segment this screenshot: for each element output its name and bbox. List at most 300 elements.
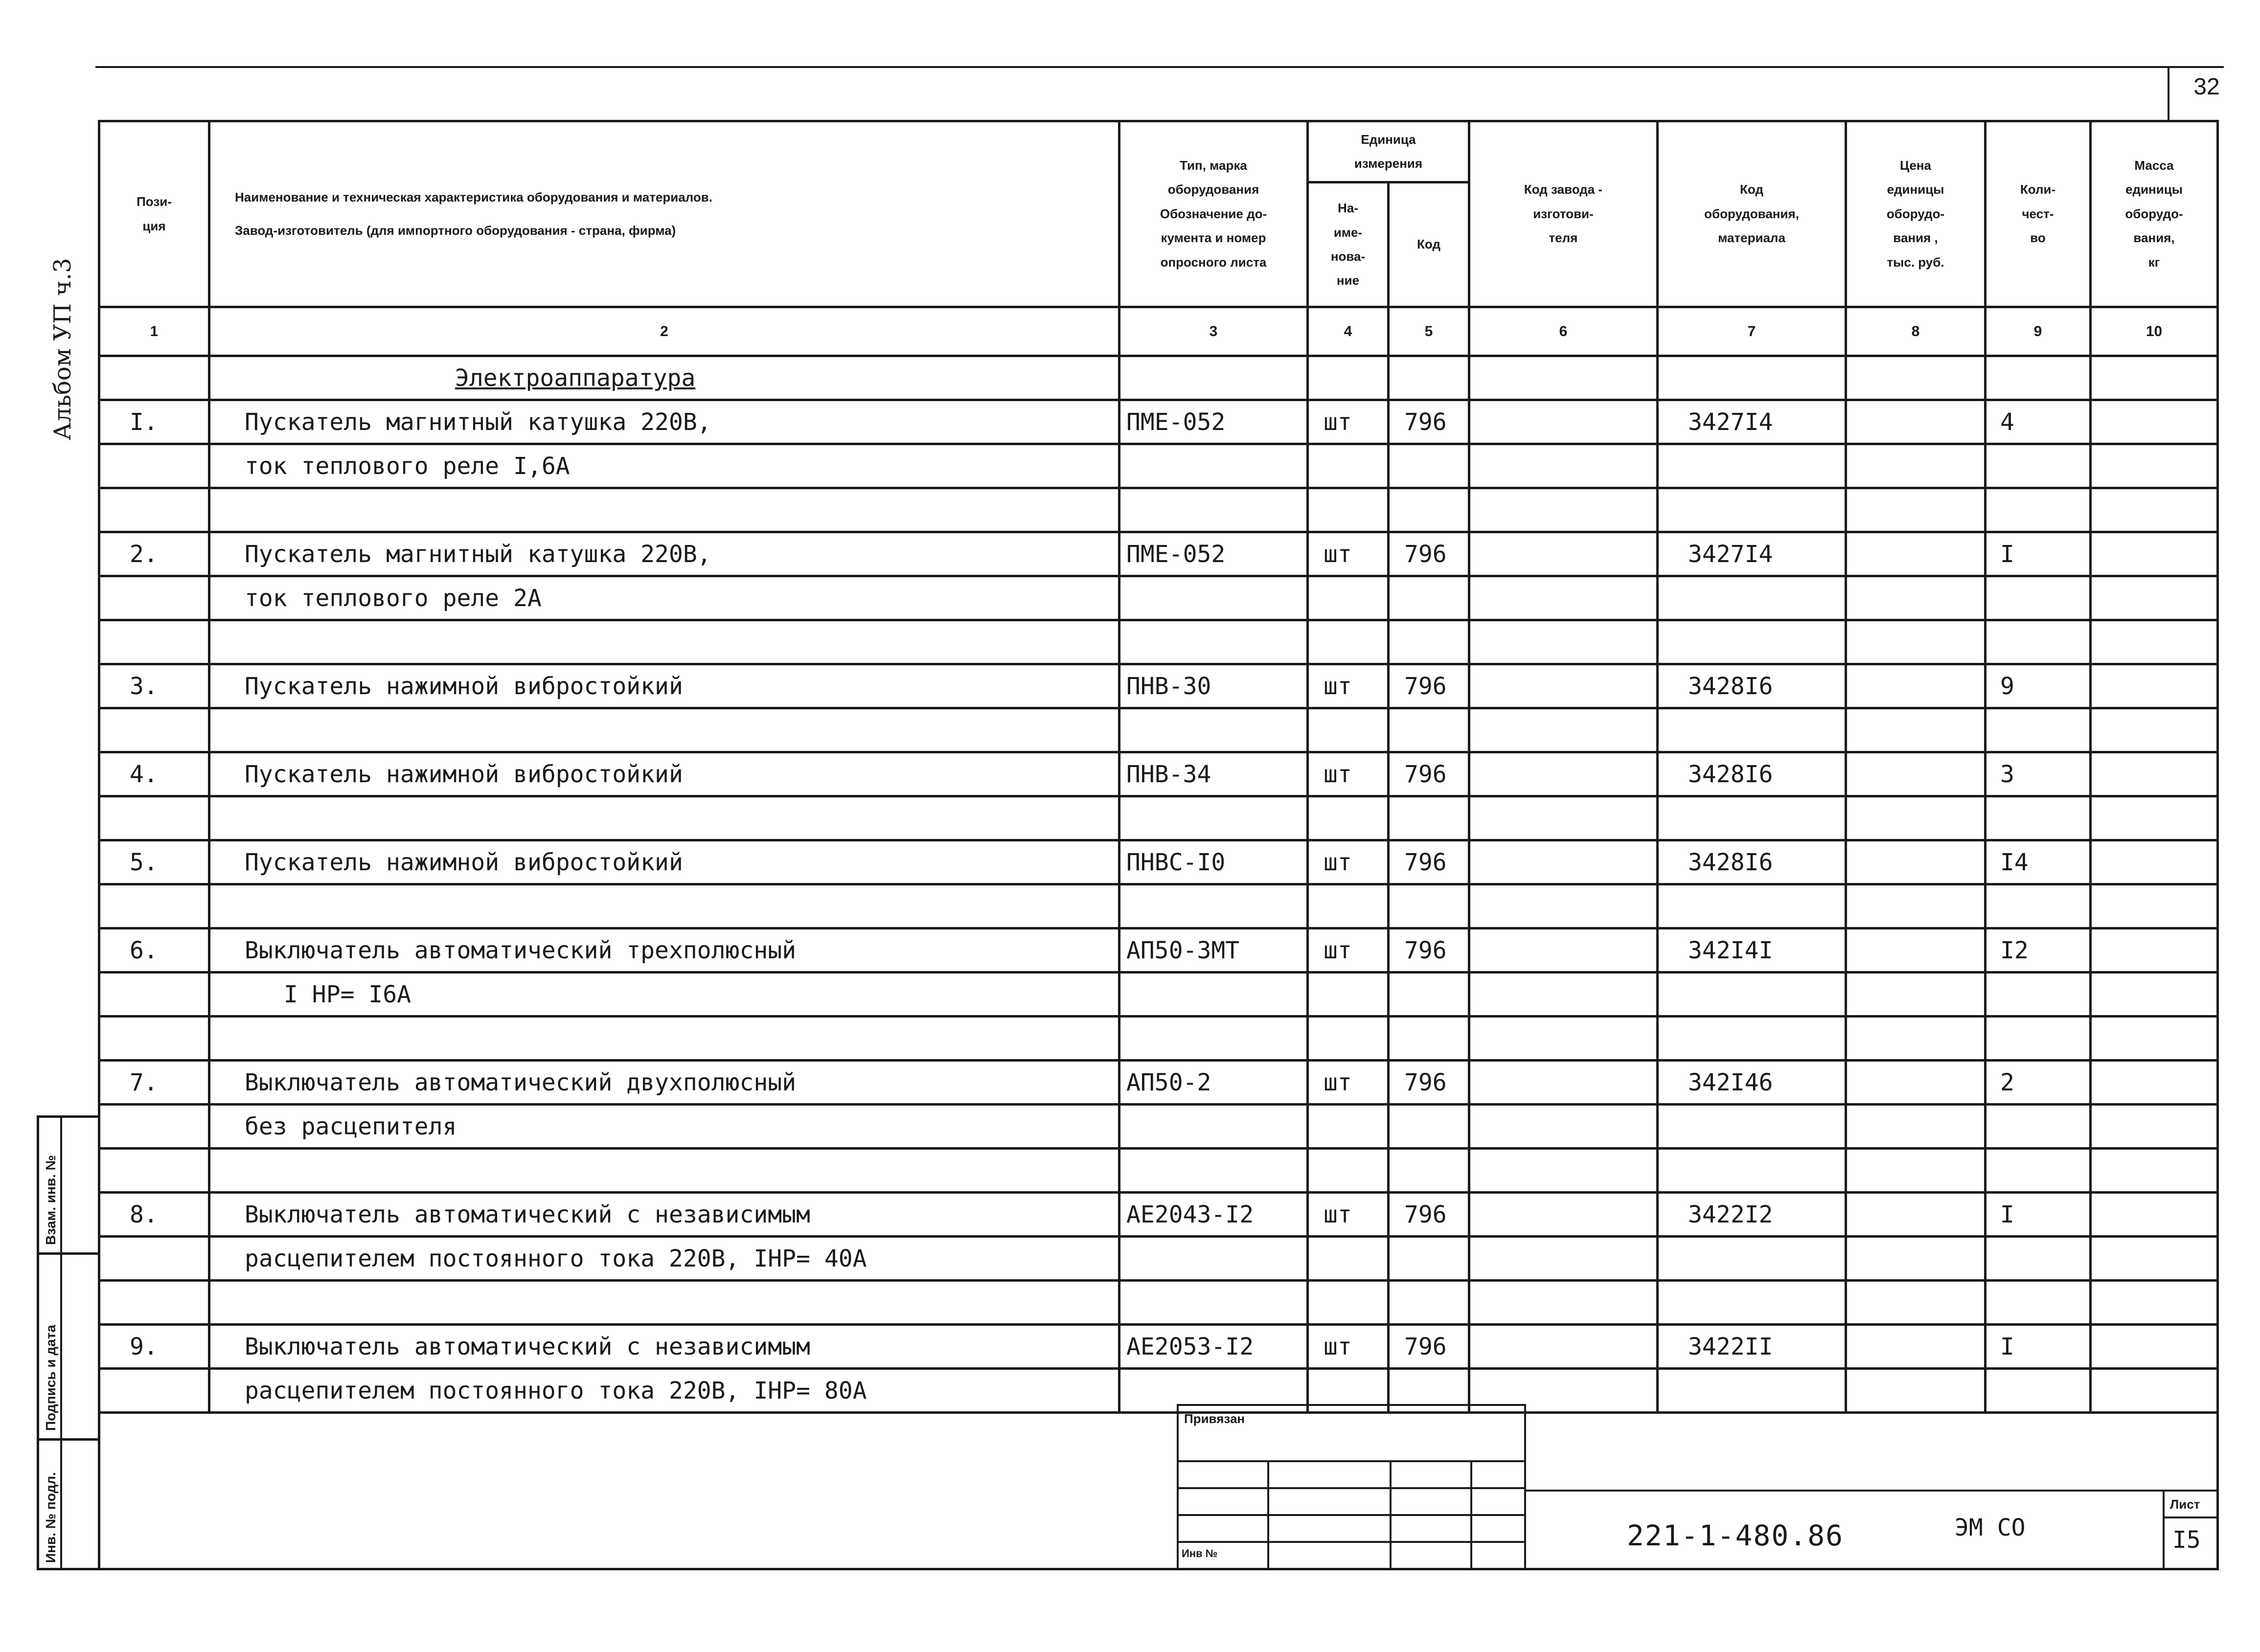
- factory-code-cell: [1469, 1193, 1658, 1237]
- column-number: 9: [1986, 307, 2091, 356]
- table-row: [99, 1149, 2218, 1193]
- factory-code-cell: [1469, 1061, 1658, 1105]
- position-cell: [99, 973, 209, 1017]
- name-cell: [209, 620, 1119, 664]
- position-cell: [99, 1281, 209, 1325]
- position-cell: [99, 576, 209, 620]
- unit-cell: [1308, 1237, 1389, 1281]
- factory-code-cell: [1469, 1325, 1658, 1369]
- mass-cell: [2091, 840, 2218, 884]
- specification-table: [98, 120, 2219, 1414]
- unit-cell: [1308, 1281, 1389, 1325]
- mass-cell: [2091, 1105, 2218, 1149]
- quantity-cell: [1986, 576, 2091, 620]
- bound-block-top: [1177, 1404, 1526, 1406]
- unit-code-cell: [1389, 1017, 1469, 1061]
- position-cell: [99, 1369, 209, 1413]
- bound-block-line-1: [1177, 1460, 1526, 1462]
- bound-block-col-1: [1267, 1460, 1269, 1570]
- type-cell: [1119, 708, 1308, 752]
- factory-code-cell: [1469, 1281, 1658, 1325]
- mass-cell: [2091, 1369, 2218, 1413]
- type-cell: [1119, 1281, 1308, 1325]
- table-row: [99, 356, 2218, 400]
- equipment-code-cell: 3422I2: [1658, 1193, 1846, 1237]
- table-row: [99, 1369, 2218, 1413]
- mass-cell: [2091, 1281, 2218, 1325]
- factory-code-cell: [1469, 488, 1658, 532]
- mass-cell: [2091, 576, 2218, 620]
- factory-code-cell: [1469, 400, 1658, 444]
- album-label: Альбом УП ч.3: [49, 258, 76, 440]
- type-cell: [1119, 1017, 1308, 1061]
- unit-cell: [1308, 708, 1389, 752]
- position-cell: 6.: [99, 928, 209, 973]
- position-cell: [99, 1149, 209, 1193]
- price-cell: [1846, 796, 1986, 840]
- price-cell: [1846, 400, 1986, 444]
- price-cell: [1846, 1237, 1986, 1281]
- sheet-label: Лист: [2170, 1497, 2200, 1512]
- factory-code-cell: [1469, 1105, 1658, 1149]
- table-row: [99, 796, 2218, 840]
- name-cell: [209, 1281, 1119, 1325]
- table-row: [99, 620, 2218, 664]
- unit-code-cell: 796: [1389, 664, 1469, 708]
- column-number: 2: [209, 307, 1119, 356]
- price-cell: [1846, 1149, 1986, 1193]
- unit-code-cell: [1389, 973, 1469, 1017]
- price-cell: [1846, 444, 1986, 488]
- type-cell: АЕ2053-I2: [1119, 1325, 1308, 1369]
- unit-cell: шт: [1308, 1193, 1389, 1237]
- column-number: 3: [1119, 307, 1308, 356]
- unit-code-cell: 796: [1389, 1061, 1469, 1105]
- mass-cell: [2091, 928, 2218, 973]
- specification-body: [99, 356, 2218, 1413]
- type-cell: [1119, 1237, 1308, 1281]
- factory-code-cell: [1469, 840, 1658, 884]
- name-cell: [209, 1017, 1119, 1061]
- factory-code-cell: [1469, 356, 1658, 400]
- bound-block-line-3: [1177, 1514, 1526, 1516]
- position-cell: [99, 444, 209, 488]
- equipment-code-cell: [1658, 1105, 1846, 1149]
- table-row: [99, 840, 2218, 884]
- name-cell: ток теплового реле 2А: [209, 576, 1119, 620]
- column-number: 8: [1846, 307, 1986, 356]
- unit-cell: шт: [1308, 752, 1389, 796]
- sheet-value: I5: [2172, 1526, 2201, 1554]
- name-cell: Электроаппаратура: [209, 356, 1119, 400]
- price-cell: [1846, 973, 1986, 1017]
- price-cell: [1846, 356, 1986, 400]
- type-cell: АП50-2: [1119, 1061, 1308, 1105]
- stamp-inv-original: Инв. № подл.: [43, 1472, 58, 1563]
- position-cell: 4.: [99, 752, 209, 796]
- position-cell: [99, 356, 209, 400]
- header-unit-name: На- име- нова- ние: [1308, 182, 1389, 307]
- document-code: 221-1-480.86: [1627, 1519, 1844, 1552]
- mass-cell: [2091, 1193, 2218, 1237]
- quantity-cell: [1986, 1237, 2091, 1281]
- unit-cell: [1308, 620, 1389, 664]
- quantity-cell: [1986, 488, 2091, 532]
- table-row: [99, 664, 2218, 708]
- name-cell: Пускатель магнитный катушка 220В,: [209, 532, 1119, 576]
- unit-cell: шт: [1308, 664, 1389, 708]
- type-cell: ПНВ-30: [1119, 664, 1308, 708]
- type-cell: [1119, 1369, 1308, 1413]
- table-row: [99, 444, 2218, 488]
- quantity-cell: 2: [1986, 1061, 2091, 1105]
- mass-cell: [2091, 884, 2218, 928]
- equipment-code-cell: [1658, 1017, 1846, 1061]
- name-cell: Выключатель автоматический с независимым: [209, 1325, 1119, 1369]
- equipment-code-cell: 3428I6: [1658, 664, 1846, 708]
- name-cell: Выключатель автоматический с независимым: [209, 1193, 1119, 1237]
- price-cell: [1846, 1281, 1986, 1325]
- price-cell: [1846, 840, 1986, 884]
- type-cell: [1119, 576, 1308, 620]
- equipment-code-cell: 3428I6: [1658, 840, 1846, 884]
- unit-cell: шт: [1308, 532, 1389, 576]
- mass-cell: [2091, 1061, 2218, 1105]
- equipment-code-cell: 3427I4: [1658, 400, 1846, 444]
- quantity-cell: [1986, 1017, 2091, 1061]
- equipment-code-cell: [1658, 884, 1846, 928]
- unit-cell: [1308, 796, 1389, 840]
- table-row: [99, 400, 2218, 444]
- frame-bottom: [98, 1568, 2219, 1570]
- unit-cell: [1308, 973, 1389, 1017]
- type-cell: ПНВ-34: [1119, 752, 1308, 796]
- type-cell: АП50-3МТ: [1119, 928, 1308, 973]
- equipment-code-cell: [1658, 1369, 1846, 1413]
- mass-cell: [2091, 356, 2218, 400]
- stamp-left-border: [37, 1115, 39, 1570]
- name-cell: [209, 1149, 1119, 1193]
- quantity-cell: [1986, 356, 2091, 400]
- unit-code-cell: 796: [1389, 1325, 1469, 1369]
- table-row: [99, 1105, 2218, 1149]
- unit-cell: [1308, 444, 1389, 488]
- header-equipment-code: Код оборудования, материала: [1658, 121, 1846, 307]
- factory-code-cell: [1469, 796, 1658, 840]
- header-unit-code: Код: [1389, 182, 1469, 307]
- document-mark: ЭМ СО: [1955, 1514, 2026, 1541]
- table-row: [99, 928, 2218, 973]
- equipment-code-cell: [1658, 356, 1846, 400]
- type-cell: ПМЕ-052: [1119, 532, 1308, 576]
- name-cell: Выключатель автоматический трехполюсный: [209, 928, 1119, 973]
- unit-cell: шт: [1308, 840, 1389, 884]
- position-cell: [99, 1017, 209, 1061]
- position-cell: [99, 488, 209, 532]
- unit-cell: [1308, 488, 1389, 532]
- name-cell: расцепителем постоянного тока 220В, IНР= 40А: [209, 1237, 1119, 1281]
- unit-cell: [1308, 884, 1389, 928]
- table-row: [99, 884, 2218, 928]
- table-row: [99, 1193, 2218, 1237]
- header-quantity: Коли- чест- во: [1986, 121, 2091, 307]
- position-cell: I.: [99, 400, 209, 444]
- sheet-box-divider: [2163, 1516, 2218, 1518]
- quantity-cell: I2: [1986, 928, 2091, 973]
- unit-cell: [1308, 356, 1389, 400]
- factory-code-cell: [1469, 928, 1658, 973]
- price-cell: [1846, 1105, 1986, 1149]
- quantity-cell: [1986, 708, 2091, 752]
- name-cell: Пускатель нажимной вибростойкий: [209, 752, 1119, 796]
- inv-label: Инв №: [1182, 1547, 1218, 1560]
- position-cell: 8.: [99, 1193, 209, 1237]
- position-cell: [99, 1237, 209, 1281]
- quantity-cell: [1986, 973, 2091, 1017]
- name-cell: [209, 796, 1119, 840]
- stamp-top: [37, 1115, 100, 1118]
- mass-cell: [2091, 444, 2218, 488]
- type-cell: [1119, 973, 1308, 1017]
- sheet-number-box-left: [2168, 66, 2169, 120]
- factory-code-cell: [1469, 1149, 1658, 1193]
- price-cell: [1846, 752, 1986, 796]
- type-cell: [1119, 356, 1308, 400]
- mass-cell: [2091, 400, 2218, 444]
- unit-cell: [1308, 1369, 1389, 1413]
- top-rule: [95, 66, 2224, 68]
- unit-code-cell: 796: [1389, 752, 1469, 796]
- quantity-cell: I: [1986, 1325, 2091, 1369]
- column-number: 5: [1389, 307, 1469, 356]
- header-row-1: [99, 121, 2218, 182]
- unit-code-cell: [1389, 1369, 1469, 1413]
- factory-code-cell: [1469, 884, 1658, 928]
- header-position: Пози- ция: [99, 121, 209, 307]
- mass-cell: [2091, 708, 2218, 752]
- equipment-code-cell: [1658, 620, 1846, 664]
- mass-cell: [2091, 532, 2218, 576]
- type-cell: [1119, 796, 1308, 840]
- table-row: [99, 1061, 2218, 1105]
- unit-code-cell: 796: [1389, 532, 1469, 576]
- factory-code-cell: [1469, 576, 1658, 620]
- stamp-signature-date: Подпись и дата: [43, 1325, 58, 1431]
- table-row: [99, 752, 2218, 796]
- quantity-cell: [1986, 1281, 2091, 1325]
- type-cell: ПМЕ-052: [1119, 400, 1308, 444]
- header-column-numbers: [99, 307, 2218, 356]
- frame-right: [2216, 1384, 2219, 1570]
- mass-cell: [2091, 620, 2218, 664]
- position-cell: [99, 708, 209, 752]
- mass-cell: [2091, 1325, 2218, 1369]
- price-cell: [1846, 576, 1986, 620]
- name-cell: ток теплового реле I,6А: [209, 444, 1119, 488]
- type-cell: [1119, 444, 1308, 488]
- bound-block-col-3: [1470, 1460, 1472, 1570]
- name-cell: Выключатель автоматический двухполюсный: [209, 1061, 1119, 1105]
- stamp-inv-replace: Взам. инв. №: [43, 1155, 58, 1245]
- unit-code-cell: [1389, 1281, 1469, 1325]
- stamp-divider-1: [37, 1252, 100, 1255]
- doc-field-top: [1526, 1490, 2218, 1492]
- quantity-cell: [1986, 444, 2091, 488]
- quantity-cell: [1986, 1105, 2091, 1149]
- unit-code-cell: [1389, 1149, 1469, 1193]
- price-cell: [1846, 1061, 1986, 1105]
- table-row: [99, 1017, 2218, 1061]
- quantity-cell: I4: [1986, 840, 2091, 884]
- price-cell: [1846, 664, 1986, 708]
- header-factory-code: Код завода - изготови- теля: [1469, 121, 1658, 307]
- position-cell: 7.: [99, 1061, 209, 1105]
- position-cell: [99, 1105, 209, 1149]
- type-cell: [1119, 884, 1308, 928]
- bound-block-col-2: [1390, 1460, 1392, 1570]
- unit-code-cell: [1389, 1237, 1469, 1281]
- price-cell: [1846, 488, 1986, 532]
- price-cell: [1846, 620, 1986, 664]
- mass-cell: [2091, 1017, 2218, 1061]
- unit-cell: [1308, 576, 1389, 620]
- mass-cell: [2091, 1237, 2218, 1281]
- stamp-divider-2: [37, 1438, 100, 1441]
- unit-code-cell: 796: [1389, 1193, 1469, 1237]
- table-row: [99, 1237, 2218, 1281]
- quantity-cell: 9: [1986, 664, 2091, 708]
- price-cell: [1846, 708, 1986, 752]
- factory-code-cell: [1469, 664, 1658, 708]
- header-name: Наименование и техническая характеристика оборудования и материалов. Завод-изготовитель (для импортного оборудования - страна, фирма): [209, 121, 1119, 307]
- position-cell: 9.: [99, 1325, 209, 1369]
- mass-cell: [2091, 1149, 2218, 1193]
- factory-code-cell: [1469, 620, 1658, 664]
- position-cell: [99, 796, 209, 840]
- unit-code-cell: [1389, 1105, 1469, 1149]
- name-cell: Пускатель магнитный катушка 220В,: [209, 400, 1119, 444]
- quantity-cell: [1986, 620, 2091, 664]
- price-cell: [1846, 1017, 1986, 1061]
- factory-code-cell: [1469, 1017, 1658, 1061]
- table-row: [99, 576, 2218, 620]
- equipment-code-cell: [1658, 576, 1846, 620]
- equipment-code-cell: [1658, 488, 1846, 532]
- bound-block-line-2: [1177, 1487, 1526, 1489]
- mass-cell: [2091, 664, 2218, 708]
- equipment-code-cell: [1658, 444, 1846, 488]
- unit-cell: шт: [1308, 400, 1389, 444]
- equipment-code-cell: [1658, 796, 1846, 840]
- unit-code-cell: [1389, 796, 1469, 840]
- name-cell: [209, 708, 1119, 752]
- equipment-code-cell: 3422II: [1658, 1325, 1846, 1369]
- type-cell: АЕ2043-I2: [1119, 1193, 1308, 1237]
- sheet-box-left: [2163, 1490, 2165, 1570]
- unit-code-cell: 796: [1389, 928, 1469, 973]
- equipment-code-cell: 3428I6: [1658, 752, 1846, 796]
- position-cell: 2.: [99, 532, 209, 576]
- quantity-cell: [1986, 884, 2091, 928]
- equipment-code-cell: 342I4I: [1658, 928, 1846, 973]
- quantity-cell: I: [1986, 1193, 2091, 1237]
- name-cell: [209, 884, 1119, 928]
- unit-code-cell: [1389, 708, 1469, 752]
- unit-code-cell: [1389, 576, 1469, 620]
- quantity-cell: [1986, 1149, 2091, 1193]
- type-cell: ПНВС-I0: [1119, 840, 1308, 884]
- header-price: Цена единицы оборудо- вания , тыс. руб.: [1846, 121, 1986, 307]
- quantity-cell: 3: [1986, 752, 2091, 796]
- mass-cell: [2091, 752, 2218, 796]
- type-cell: [1119, 620, 1308, 664]
- quantity-cell: 4: [1986, 400, 2091, 444]
- column-number: 10: [2091, 307, 2218, 356]
- header-type: Тип, марка оборудования Обозначение до- кумента и номер опросного листа: [1119, 121, 1308, 307]
- unit-cell: шт: [1308, 1325, 1389, 1369]
- unit-cell: шт: [1308, 1061, 1389, 1105]
- position-cell: [99, 884, 209, 928]
- equipment-code-cell: [1658, 1281, 1846, 1325]
- factory-code-cell: [1469, 1369, 1658, 1413]
- factory-code-cell: [1469, 752, 1658, 796]
- equipment-code-cell: 342I46: [1658, 1061, 1846, 1105]
- equipment-code-cell: [1658, 708, 1846, 752]
- column-number: 1: [99, 307, 209, 356]
- name-cell: Пускатель нажимной вибростойкий: [209, 664, 1119, 708]
- table-row: [99, 708, 2218, 752]
- quantity-cell: [1986, 1369, 2091, 1413]
- unit-cell: [1308, 1149, 1389, 1193]
- unit-code-cell: 796: [1389, 840, 1469, 884]
- price-cell: [1846, 884, 1986, 928]
- type-cell: [1119, 488, 1308, 532]
- table-row: [99, 973, 2218, 1017]
- stamp-label-column: [60, 1115, 62, 1570]
- unit-code-cell: [1389, 620, 1469, 664]
- unit-code-cell: [1389, 356, 1469, 400]
- unit-cell: [1308, 1017, 1389, 1061]
- unit-code-cell: 796: [1389, 400, 1469, 444]
- position-cell: 5.: [99, 840, 209, 884]
- price-cell: [1846, 1193, 1986, 1237]
- sheet-number: 32: [2193, 74, 2220, 100]
- type-cell: [1119, 1149, 1308, 1193]
- equipment-code-cell: 3427I4: [1658, 532, 1846, 576]
- column-number: 6: [1469, 307, 1658, 356]
- unit-code-cell: [1389, 884, 1469, 928]
- factory-code-cell: [1469, 708, 1658, 752]
- type-cell: [1119, 1105, 1308, 1149]
- name-cell: расцепителем постоянного тока 220В, IНР= 80А: [209, 1369, 1119, 1413]
- unit-code-cell: [1389, 488, 1469, 532]
- frame-left: [98, 1384, 100, 1570]
- price-cell: [1846, 1325, 1986, 1369]
- header-unit-group: Единица измерения: [1308, 121, 1469, 182]
- equipment-code-cell: [1658, 1237, 1846, 1281]
- unit-cell: шт: [1308, 928, 1389, 973]
- unit-code-cell: [1389, 444, 1469, 488]
- table-row: [99, 1325, 2218, 1369]
- name-cell: [209, 488, 1119, 532]
- quantity-cell: I: [1986, 532, 2091, 576]
- mass-cell: [2091, 796, 2218, 840]
- price-cell: [1846, 928, 1986, 973]
- position-cell: 3.: [99, 664, 209, 708]
- equipment-code-cell: [1658, 1149, 1846, 1193]
- factory-code-cell: [1469, 1237, 1658, 1281]
- table-row: [99, 1281, 2218, 1325]
